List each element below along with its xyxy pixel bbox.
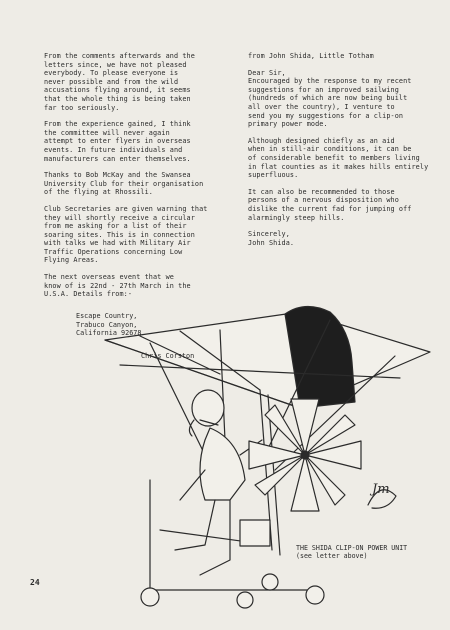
letter-paragraph-3: It can also be recommended to those persons of a nervous disposition who dislike the current fad for jumping off alarmingly steep hills. [248, 187, 412, 222]
illustration-caption: THE SHIDA CLIP-ON POWER UNIT (see letter above) [296, 544, 408, 561]
event-address: Escape Country, Trabuco Canyon, California 92678. [76, 312, 146, 338]
letter-closing: Sincerely, John Shida. [248, 230, 295, 247]
letter-salutation: Dear Sir, [248, 68, 286, 77]
artist-signature: Jm [372, 482, 390, 497]
right-column-letter [248, 52, 438, 255]
thanks-paragraph: Thanks to Bob McKay and the Swansea University Club for their organisation of the flying at Rhossili. [44, 171, 204, 197]
letter-paragraph-1: Encouraged by the response to my recent suggestions for an improved sailwing (hundreds of which are now being built all over the country), I venture to send you my suggestions for a clip-on primary power mode. [248, 77, 412, 129]
page-number: 24 [30, 578, 40, 587]
experience-paragraph: From the experience gained, I think the committee will never again attempt to enter flyers in overseas events. In future individuals and manufacturers can enter themselves. [44, 120, 191, 163]
secretaries-paragraph: Club Secretaries are given warning that they will shortly receive a circular from me asking for a list of their soaring sites. This is in connection with talks we had with Military Air Traffic Operations concerning Low Flying Areas. [44, 204, 208, 265]
left-column [44, 52, 234, 299]
letter-from-line: from John Shida, Little Totham [248, 52, 374, 60]
author-credit: Chris Corston [141, 352, 195, 360]
overseas-event-paragraph: The next overseas event that we know of is 22nd - 27th March in the U.S.A. Details from:- [44, 273, 191, 299]
comments-paragraph: From the comments afterwards and the letters since, we have not pleased everybody. To please everyone is never possible and from the wild accusations flying around, it seems that the whole thing is being taken far too seriously. [44, 52, 195, 112]
letter-paragraph-2: Although designed chiefly as an aid when in still-air conditions, it can be of considerable benefit to members living in flat counties as it makes hills entirely superfluous. [248, 136, 429, 180]
